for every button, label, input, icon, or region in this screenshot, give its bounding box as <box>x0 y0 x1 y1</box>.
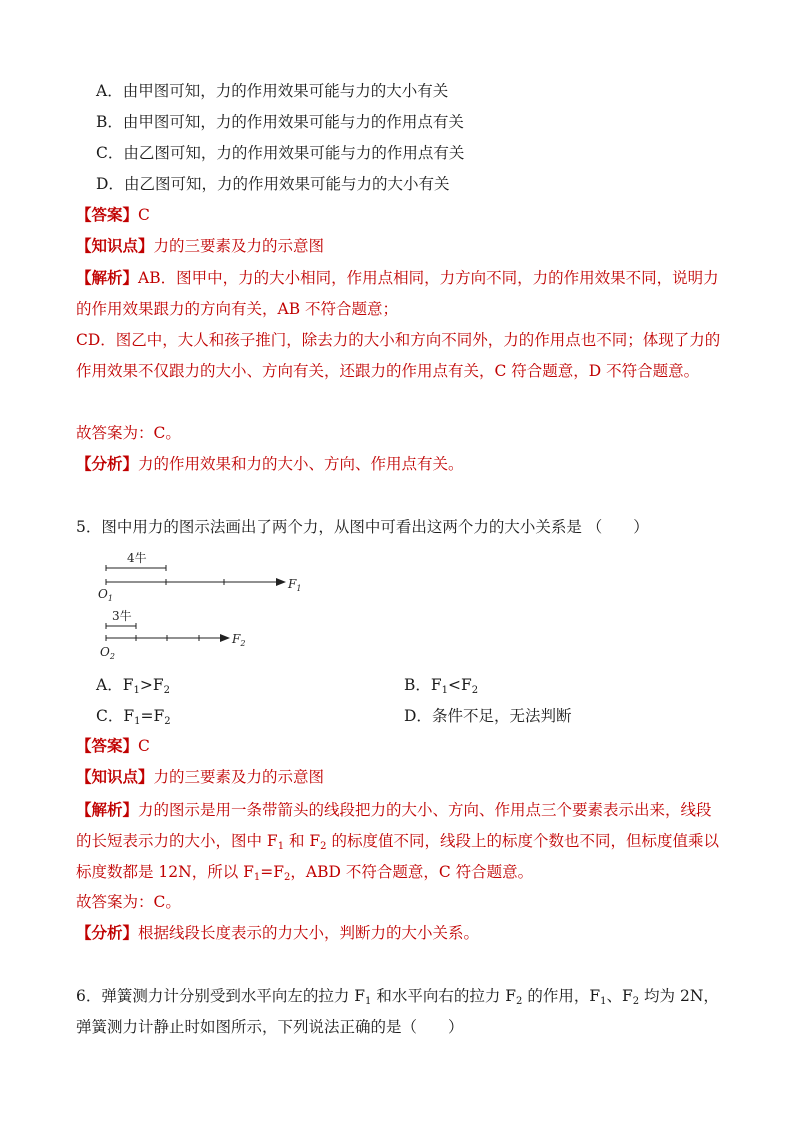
q6-stem-line2: 弹簧测力计静止时如图所示，下列说法正确的是（ ） <box>76 1018 464 1036</box>
q4-option-d: D．由乙图可知，力的作用效果可能与力的大小有关 <box>96 175 450 193</box>
q4-option-c: C．由乙图可知，力的作用效果可能与力的作用点有关 <box>96 144 465 162</box>
q4-analysis-p2: CD．图乙中，大人和孩子推门，除去力的大小和方向不同外，力的作用点也不同；体现了力的作用效果不仅跟力的大小、方向有关，还跟力的作用点有关，C 符合题意，D 不符合题意。 <box>76 331 721 380</box>
q4-knowledge: 【知识点】力的三要素及力的示意图 <box>76 236 325 255</box>
q4-analysis-p1: 【解析】AB．图甲中，力的大小相同，作用点相同，力方向不同，力的作用效果不同，说明力的作用效果跟力的方向有关，AB 不符合题意； <box>76 268 719 318</box>
f1-origin-label: $O_1$ <box>98 587 113 603</box>
q5-answer: 【答案】C <box>76 736 150 755</box>
q6-stem-line1: 6．弹簧测力计分别受到水平向左的拉力 $F_1$ 和水平向右的拉力 $F_2$ 的作用，$F_1$、$F_2$ 均为 2N， <box>76 987 719 1007</box>
q4-option-a: A．由甲图可知，力的作用效果可能与力的大小有关 <box>96 82 449 100</box>
f1-label: $F_1$ <box>288 577 302 593</box>
f2-origin-label: $O_2$ <box>100 645 115 660</box>
force-figure-svg <box>96 546 316 660</box>
f1-scale-bracket <box>106 565 166 571</box>
f2-scale-bracket <box>106 623 136 629</box>
f2-label: $F_2$ <box>232 632 246 648</box>
q4-summary: 【分析】力的作用效果和力的大小、方向、作用点有关。 <box>76 454 464 473</box>
f1-scale-label: 4牛 <box>127 551 147 565</box>
q4-answer: 【答案】C <box>76 205 150 224</box>
q4-option-b: B．由甲图可知，力的作用效果可能与力的作用点有关 <box>96 113 464 131</box>
q5-final-answer: 故答案为：C。 <box>76 893 181 911</box>
q5-analysis: 【解析】力的图示是用一条带箭头的线段把力的大小、方向、作用点三个要素表示出来，线段的长短表示力的大小，图中 $F_1$ 和 $F_2$ 的标度值不同，线段上的标度个数也不同，但标度值乘以标度数都是 12N，所以 $F_1=F_2$，ABD 不符合题意，C 符合题意。 <box>76 800 719 883</box>
f1-arrowhead <box>276 578 286 586</box>
q4-final-answer: 故答案为：C。 <box>76 424 181 442</box>
f1-arrow <box>106 579 278 585</box>
q5-knowledge: 【知识点】力的三要素及力的示意图 <box>76 767 325 786</box>
f2-arrowhead <box>220 634 230 642</box>
q5-force-diagram <box>96 546 316 664</box>
q5-option-b: B．$F_1<F_2$ <box>404 676 479 696</box>
q5-option-a: A．$F_1>F_2$ <box>96 676 170 696</box>
q5-stem: 5．图中用力的图示法画出了两个力，从图中可看出这两个力的大小关系是 （ ） <box>76 518 649 536</box>
f2-arrow <box>106 635 222 641</box>
q5-option-d: D．条件不足，无法判断 <box>404 707 572 725</box>
q5-option-c: C．$F_1=F_2$ <box>96 707 171 727</box>
q5-summary: 【分析】根据线段长度表示的力大小，判断力的大小关系。 <box>76 923 480 942</box>
f2-scale-label: 3牛 <box>112 609 132 623</box>
